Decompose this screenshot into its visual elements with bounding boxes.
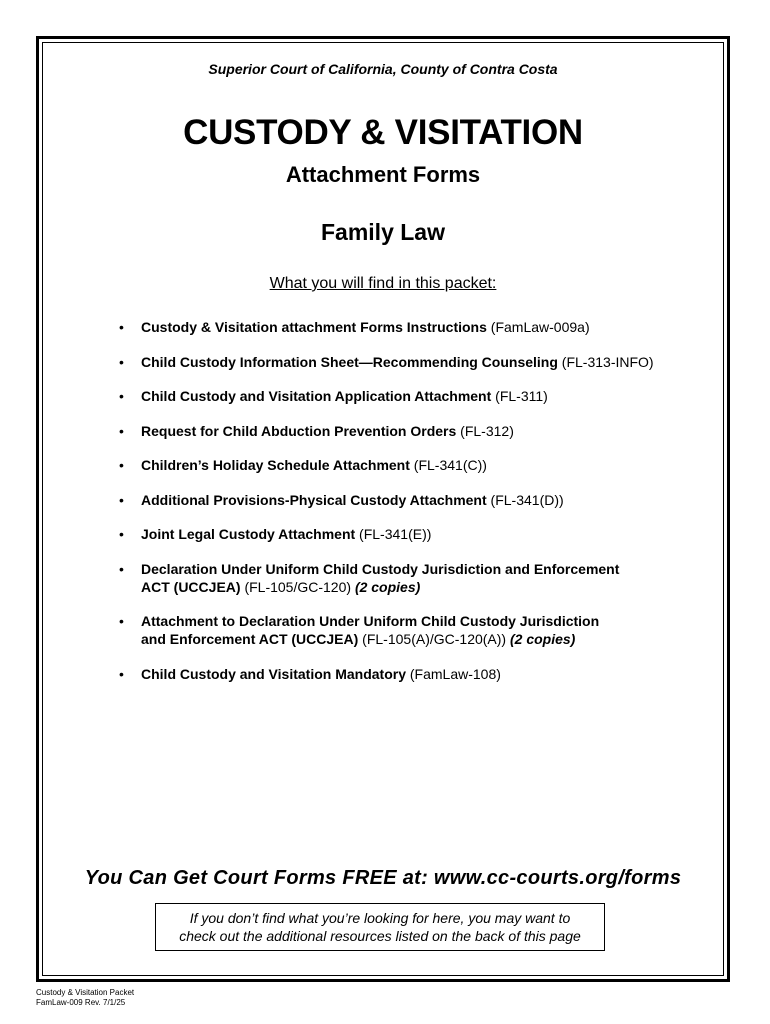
list-item bbox=[113, 318, 703, 336]
form-code: (FL-105(A)/GC-120(A)) bbox=[358, 631, 510, 647]
court-name: Superior Court of California, County of Contra Costa bbox=[208, 61, 558, 77]
bullet-icon: • bbox=[119, 613, 124, 629]
form-code: (FL-313-INFO) bbox=[557, 353, 654, 370]
copies-note: (2 copies) bbox=[354, 578, 421, 595]
packet-contents-list bbox=[113, 318, 703, 699]
bullet-icon: • bbox=[119, 491, 124, 508]
document-inner-border bbox=[42, 42, 724, 976]
form-code: (FL-312) bbox=[456, 422, 514, 439]
form-name: Declaration Under Uniform Child Custody Jurisdiction and Enforcement bbox=[141, 560, 620, 577]
bullet-icon: • bbox=[119, 560, 124, 577]
note-line-2: check out the additional resources listed on the back of this page bbox=[179, 928, 581, 944]
bullet-icon: • bbox=[119, 526, 124, 542]
bullet-icon: • bbox=[119, 388, 124, 404]
form-name: Child Custody and Visitation Mandatory bbox=[141, 665, 406, 682]
copies-note: (2 copies) bbox=[509, 631, 576, 647]
form-name: Children’s Holiday Schedule Attachment bbox=[141, 457, 410, 473]
list-item bbox=[113, 525, 703, 543]
form-code: (FamLaw-108) bbox=[405, 665, 501, 682]
form-name: Child Custody Information Sheet—Recommending Counseling bbox=[141, 353, 558, 370]
form-name: Joint Legal Custody Attachment bbox=[141, 526, 356, 542]
bullet-icon: • bbox=[119, 353, 124, 370]
bullet-icon: • bbox=[119, 457, 124, 473]
packet-heading: What you will find in this packet: bbox=[269, 275, 497, 292]
form-code: (FamLaw-009a) bbox=[486, 319, 590, 335]
form-name: Request for Child Abduction Prevention Orders bbox=[141, 422, 457, 439]
form-code: (FL-341(D)) bbox=[486, 491, 564, 508]
form-name: Attachment to Declaration Under Uniform Child Custody Jurisdiction bbox=[141, 613, 600, 629]
list-item bbox=[113, 387, 703, 405]
page-subtitle: Attachment Forms bbox=[285, 162, 481, 187]
form-name: Child Custody and Visitation Application Attachment bbox=[141, 388, 492, 404]
form-code: (FL-105/GC-120) bbox=[240, 578, 355, 595]
footer-line-1: Custody & Visitation Packet bbox=[36, 988, 135, 997]
note-line-1: If you don’t find what you’re looking for here, you may want to bbox=[189, 910, 571, 926]
list-item bbox=[113, 456, 703, 474]
list-item bbox=[113, 612, 703, 648]
bullet-icon: • bbox=[119, 319, 124, 335]
list-item bbox=[113, 353, 703, 371]
form-name: Additional Provisions-Physical Custody Attachment bbox=[141, 491, 487, 508]
document-border bbox=[36, 36, 730, 982]
free-forms-banner: You Can Get Court Forms FREE at: www.cc-courts.org/forms bbox=[84, 867, 682, 889]
page-title: CUSTODY & VISITATION bbox=[183, 113, 583, 152]
section-title: Family Law bbox=[321, 219, 445, 245]
bullet-icon: • bbox=[119, 422, 124, 439]
form-code: (FL-341(E)) bbox=[355, 526, 432, 542]
list-item bbox=[113, 491, 703, 509]
form-name: Custody & Visitation attachment Forms Instructions bbox=[141, 319, 487, 335]
list-item bbox=[113, 560, 703, 596]
form-name-continued: and Enforcement ACT (UCCJEA) bbox=[141, 631, 359, 647]
list-item bbox=[113, 665, 703, 683]
form-code: (FL-341(C)) bbox=[409, 457, 487, 473]
footer-line-2: FamLaw-009 Rev. 7/1/25 bbox=[36, 998, 126, 1007]
form-code: (FL-311) bbox=[491, 388, 548, 404]
list-item bbox=[113, 422, 703, 440]
form-name-continued: ACT (UCCJEA) bbox=[141, 578, 241, 595]
resources-note-box bbox=[155, 903, 605, 951]
bullet-icon: • bbox=[119, 665, 124, 682]
page-footer bbox=[36, 988, 134, 1008]
